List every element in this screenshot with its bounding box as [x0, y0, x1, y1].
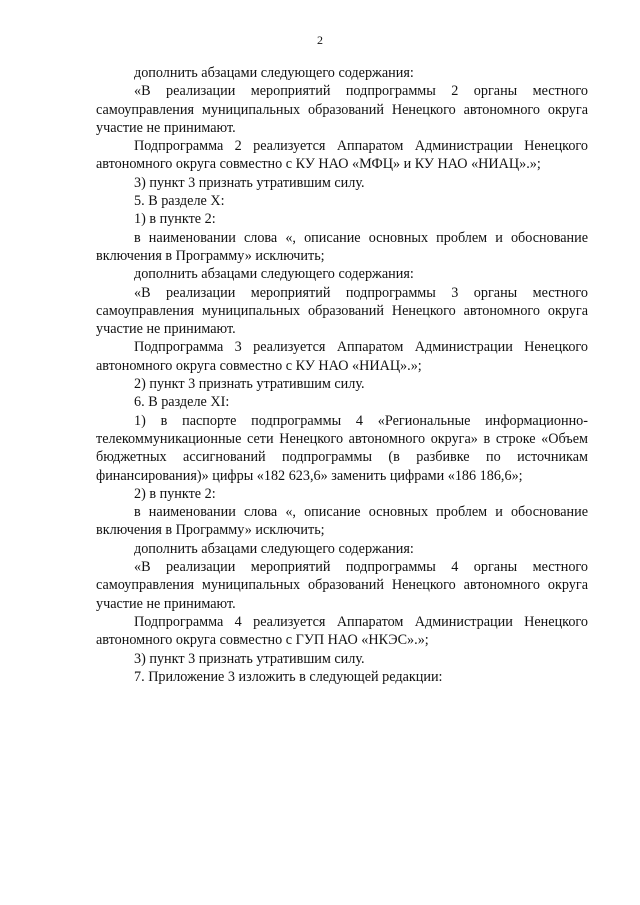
section-heading: 5. В разделе X:	[134, 193, 225, 210]
paragraph: 3) пункт 3 признать утратившим силу.	[134, 174, 365, 191]
paragraph: 1) в паспорте подпрограммы 4 «Региональные информационно-телекоммуникационные сети Ненецкого автономного округа» в строке «Объем бюджетных ассигнований подпрограммы (в разбивке по источникам финансирования)» цифры «182 623,6» заменить цифрами «186 186,6»;	[96, 412, 588, 484]
paragraph: в наименовании слова «, описание основных проблем и обоснование включения в Программу» исключить;	[96, 229, 588, 264]
paragraph: в наименовании слова «, описание основных проблем и обоснование включения в Программу» исключить;	[96, 504, 588, 539]
document-body	[96, 64, 588, 686]
paragraph: 3) пункт 3 признать утратившим силу.	[134, 650, 365, 667]
page-number: 2	[317, 33, 323, 47]
paragraph: «В реализации мероприятий подпрограммы 4 органы местного самоуправления муниципальных образований Ненецкого автономного округа участие не принимают.	[96, 559, 588, 612]
paragraph: 2) пункт 3 признать утратившим силу.	[134, 376, 365, 393]
paragraph: Подпрограмма 4 реализуется Аппаратом Администрации Ненецкого автономного округа совместно с ГУП НАО «НКЭС».»;	[96, 613, 588, 649]
section-heading: 7. Приложение 3 изложить в следующей редакции:	[134, 668, 443, 685]
paragraph: дополнить абзацами следующего содержания:	[134, 540, 414, 557]
paragraph: 2) в пункте 2:	[134, 485, 216, 502]
paragraph: «В реализации мероприятий подпрограммы 2 органы местного самоуправления муниципальных образований Ненецкого автономного округа участие не принимают.	[96, 83, 588, 136]
paragraph: дополнить абзацами следующего содержания:	[134, 266, 414, 283]
section-heading: 6. В разделе XI:	[134, 394, 230, 411]
paragraph: Подпрограмма 2 реализуется Аппаратом Администрации Ненецкого автономного округа совместно с КУ НАО «МФЦ» и КУ НАО «НИАЦ».»;	[96, 138, 588, 173]
paragraph: «В реализации мероприятий подпрограммы 3 органы местного самоуправления муниципальных образований Ненецкого автономного округа участие не принимают.	[96, 284, 588, 338]
paragraph: Подпрограмма 3 реализуется Аппаратом Администрации Ненецкого автономного округа совместно с КУ НАО «НИАЦ».»;	[96, 339, 588, 374]
paragraph: дополнить абзацами следующего содержания:	[134, 65, 414, 81]
paragraph: 1) в пункте 2:	[134, 211, 216, 228]
